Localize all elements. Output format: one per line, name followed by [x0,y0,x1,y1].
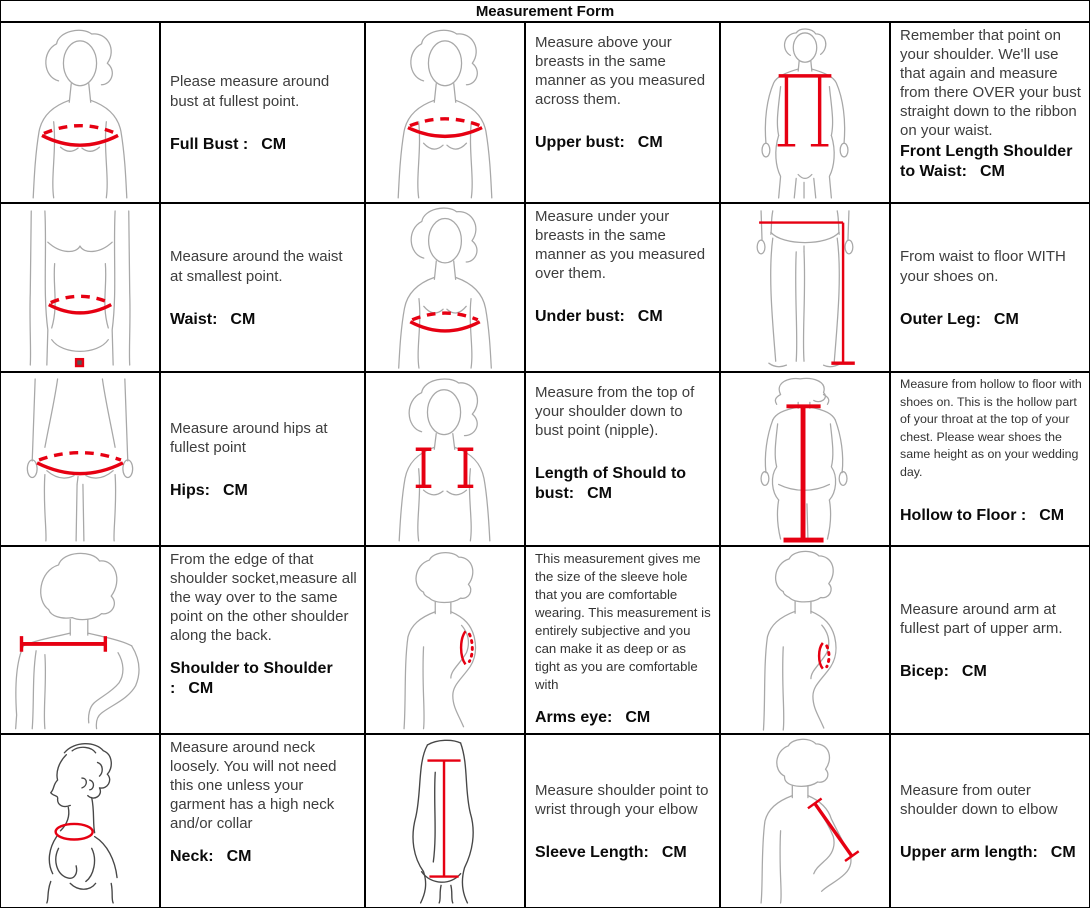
measurement-description: Measure from hollow to floor with shoes on. This is the hollow part of your throat at the top of your chest. Please wear shoes the same height as on your wedding day. [900,377,1082,480]
measurement-description: Remember that point on your shoulder. We'll use that again and measure from there OVER your bust straight down to the ribbon on your waist. [900,27,1081,140]
unit-label: CM [226,848,252,866]
measurement-label: Full Bust : CM [170,135,287,153]
unit-label: CM [230,310,256,328]
figure-cell [1,23,161,202]
measurement-cell [161,735,366,907]
measurement-label: Arms eye: CM [535,708,651,726]
figure-cell [1,204,161,371]
table-row [1,373,1089,547]
upper-bust-figure [367,25,523,201]
table-row [1,547,1089,735]
figure-cell [721,373,891,545]
waist-figure [2,206,158,370]
unit-label: CM [637,134,663,152]
table-row [1,204,1089,373]
measurement-cell [161,204,366,371]
measurement-description: Measure around the waist at smallest point. [170,248,343,285]
outer-leg-figure [722,206,888,370]
measurement-label: Shoulder to Shoulder : CM [170,660,333,698]
full-bust-figure [2,25,158,201]
shoulder-to-bust-figure [367,374,523,544]
measurement-label: Upper arm length: CM [900,844,1076,862]
unit-label: CM [637,308,663,326]
measurement-description: Measure shoulder point to wrist through your elbow [535,781,709,818]
upper-arm-figure [722,737,888,905]
unit-label: CM [1039,506,1065,524]
unit-label: CM [188,680,214,698]
figure-cell [1,373,161,545]
figure-cell [1,547,161,733]
figure-cell [366,547,526,733]
measurement-label: Outer Leg: CM [900,310,1019,328]
bicep-figure [722,548,888,732]
measurement-description: Measure around arm at fullest part of upper arm. [900,600,1063,637]
measurement-cell [891,204,1089,371]
under-bust-figure [367,206,523,370]
shoulder-to-shoulder-figure [2,548,158,732]
measurement-label: Length of Should to bust: CM [535,465,687,503]
unit-label: CM [261,135,287,153]
table-row [1,23,1089,204]
measurement-description: Measure under your breasts in the same manner as you measured over them. [535,208,706,283]
unit-label: CM [1050,844,1076,862]
measurement-label: Waist: CM [170,310,256,328]
measurement-cell [891,735,1089,907]
measurement-description: Measure above your breasts in the same manner as you measured across them. [535,34,706,109]
front-length-figure [722,25,888,201]
measurement-description: From the edge of that shoulder socket,measure all the way over to the same point on the other shoulder along the back. [170,551,357,645]
measurement-description: Measure from the top of your shoulder down to bust point (nipple). [535,384,695,440]
neck-figure [2,737,158,905]
measurement-description: Please measure around bust at fullest point. [170,73,330,110]
measurement-cell [526,23,721,202]
figure-cell [366,735,526,907]
measurement-cell [526,547,721,733]
page-title: Measurement Form [1,1,1089,23]
measurement-cell [161,373,366,545]
measurement-description: Measure around neck loosely. You will not need this one unless your garment has a high neck and/or collar [170,739,337,833]
unit-label: CM [993,310,1019,328]
hollow-to-floor-figure [722,374,888,544]
measurement-cell [891,547,1089,733]
table-row [1,735,1089,907]
measurement-cell [891,373,1089,545]
figure-cell [721,735,891,907]
measurement-label: Under bust: CM [535,308,663,326]
figure-cell [721,547,891,733]
measurement-label: Front Length Shoulder to Waist: CM [900,143,1073,181]
measurement-cell [526,373,721,545]
figure-cell [721,204,891,371]
figure-cell [366,23,526,202]
unit-label: CM [625,708,651,726]
measurement-cell [161,547,366,733]
arms-eye-figure [367,548,523,732]
measurement-description: This measurement gives me the size of the sleeve hole that you are comfortable wearing. This measurement is entirely subjective and you can make it as deep or as tight as you are comfortable with [535,551,711,692]
measurement-label: Hips: CM [170,482,248,500]
measurement-label: Bicep: CM [900,663,987,681]
measurement-cell [526,204,721,371]
figure-cell [366,204,526,371]
measurement-description: Measure from outer shoulder down to elbow [900,781,1058,818]
unit-label: CM [961,663,987,681]
measurement-cell [891,23,1089,202]
measurement-label: Neck: CM [170,848,252,866]
unit-label: CM [223,482,248,500]
measurement-label: Hollow to Floor : CM [900,506,1065,524]
hips-figure [2,374,158,544]
measurement-description: From waist to floor WITH your shoes on. [900,248,1066,285]
measurement-cell [526,735,721,907]
measurement-cell [161,23,366,202]
figure-cell [1,735,161,907]
unit-label: CM [979,163,1005,181]
measurement-label: Sleeve Length: CM [535,844,687,862]
unit-label: CM [661,844,687,862]
figure-cell [366,373,526,545]
measurement-description: Measure around hips at fullest point [170,419,328,456]
unit-label: CM [587,485,612,503]
measurement-label: Upper bust: CM [535,134,663,152]
sleeve-length-figure [367,737,523,905]
figure-cell [721,23,891,202]
